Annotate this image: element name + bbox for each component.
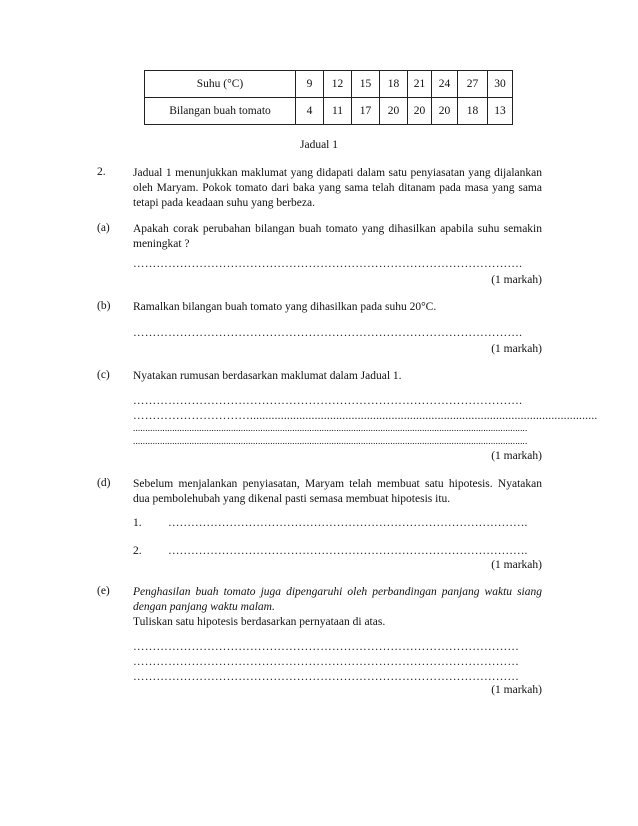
table-cell: 18: [458, 98, 488, 125]
part-c-text: Nyatakan rumusan berdasarkan maklumat dalam Jadual 1.: [133, 370, 402, 382]
answer-line[interactable]: ………………………………………………………………………………….: [168, 517, 528, 529]
table-cell: 12: [324, 71, 352, 98]
part-b-marks: (1 markah): [491, 343, 542, 355]
table-cell: 24: [432, 71, 458, 98]
part-a-label: (a): [97, 222, 110, 234]
part-e-text: Tuliskan satu hipotesis berdasarkan pernyataan di atas.: [133, 616, 386, 628]
answer-line[interactable]: ……………………………………………………………………………………….: [133, 258, 523, 270]
answer-line[interactable]: .................................................................................................................................................................: [133, 423, 528, 433]
hypothesis-item-number: 1.: [133, 517, 142, 529]
answer-line[interactable]: ……………………………………………………………………………………….: [133, 327, 523, 339]
table-cell: 30: [488, 71, 513, 98]
part-e-italic-text: [133, 585, 542, 615]
answer-line[interactable]: ………………………………………………………………………………….: [168, 545, 528, 557]
table-cell: 11: [324, 98, 352, 125]
table-cell: 20: [408, 98, 432, 125]
part-b-text: Ramalkan bilangan buah tomato yang dihasilkan pada suhu 20°C.: [133, 301, 437, 313]
question-number: 2.: [97, 166, 106, 178]
answer-line[interactable]: ………………………………………………………………………………………: [133, 671, 520, 683]
table-cell: 21: [408, 71, 432, 98]
answer-line[interactable]: ………………………………………………………………………………………: [133, 656, 520, 668]
part-c-label: (c): [97, 369, 110, 381]
part-c-marks: (1 markah): [491, 450, 542, 462]
part-d-label: (d): [97, 477, 111, 489]
table-row-tomato-count: [145, 98, 513, 125]
table-cell: 27: [458, 71, 488, 98]
answer-line[interactable]: ………………………………………………………………………………………: [133, 641, 520, 653]
hypothesis-item-number: 2.: [133, 545, 142, 557]
table-cell: 17: [352, 98, 380, 125]
answer-line[interactable]: .................................................................................................................................................................: [133, 436, 528, 446]
table-cell: 20: [380, 98, 408, 125]
table-row-temperature: [145, 71, 513, 98]
part-a-marks: (1 markah): [491, 274, 542, 286]
table-cell: 4: [296, 98, 324, 125]
row-label-tomato-count: Bilangan buah tomato: [145, 98, 296, 125]
row-label-temperature: Suhu (°C): [145, 71, 296, 98]
table-cell: 9: [296, 71, 324, 98]
part-a-text: Apakah corak perubahan bilangan buah tomato yang dihasilkan apabila suhu semakin meningkat ?: [133, 223, 542, 250]
answer-line[interactable]: ……………………………………………………………………………………….: [133, 395, 523, 407]
table-cell: 13: [488, 98, 513, 125]
part-d-marks: (1 markah): [491, 559, 542, 571]
answer-line[interactable]: ………………………….................................................................................................................: [133, 410, 598, 422]
data-table: [144, 70, 513, 125]
part-d-text: Sebelum menjalankan penyiasatan, Maryam telah membuat satu hipotesis. Nyatakan dua pembolehubah yang dikenal pasti semasa membuat hipotesis itu.: [133, 478, 542, 505]
table-cell: 20: [432, 98, 458, 125]
table-cell: 15: [352, 71, 380, 98]
part-b-label: (b): [97, 300, 111, 312]
table-caption: Jadual 1: [299, 139, 338, 151]
table-cell: 18: [380, 71, 408, 98]
part-e-label: (e): [97, 585, 110, 597]
part-e-marks: (1 markah): [491, 684, 542, 696]
part-e-statement: Penghasilan buah tomato juga dipengaruhi oleh perbandingan panjang waktu siang dengan panjang waktu malam.: [133, 586, 542, 613]
question-intro: Jadual 1 menunjukkan maklumat yang didapati dalam satu penyiasatan yang dijalankan oleh Maryam. Pokok tomato dari baka yang sama telah ditanam pada masa yang sama tetapi pada keadaan suhu yang berbeza.: [133, 167, 542, 209]
